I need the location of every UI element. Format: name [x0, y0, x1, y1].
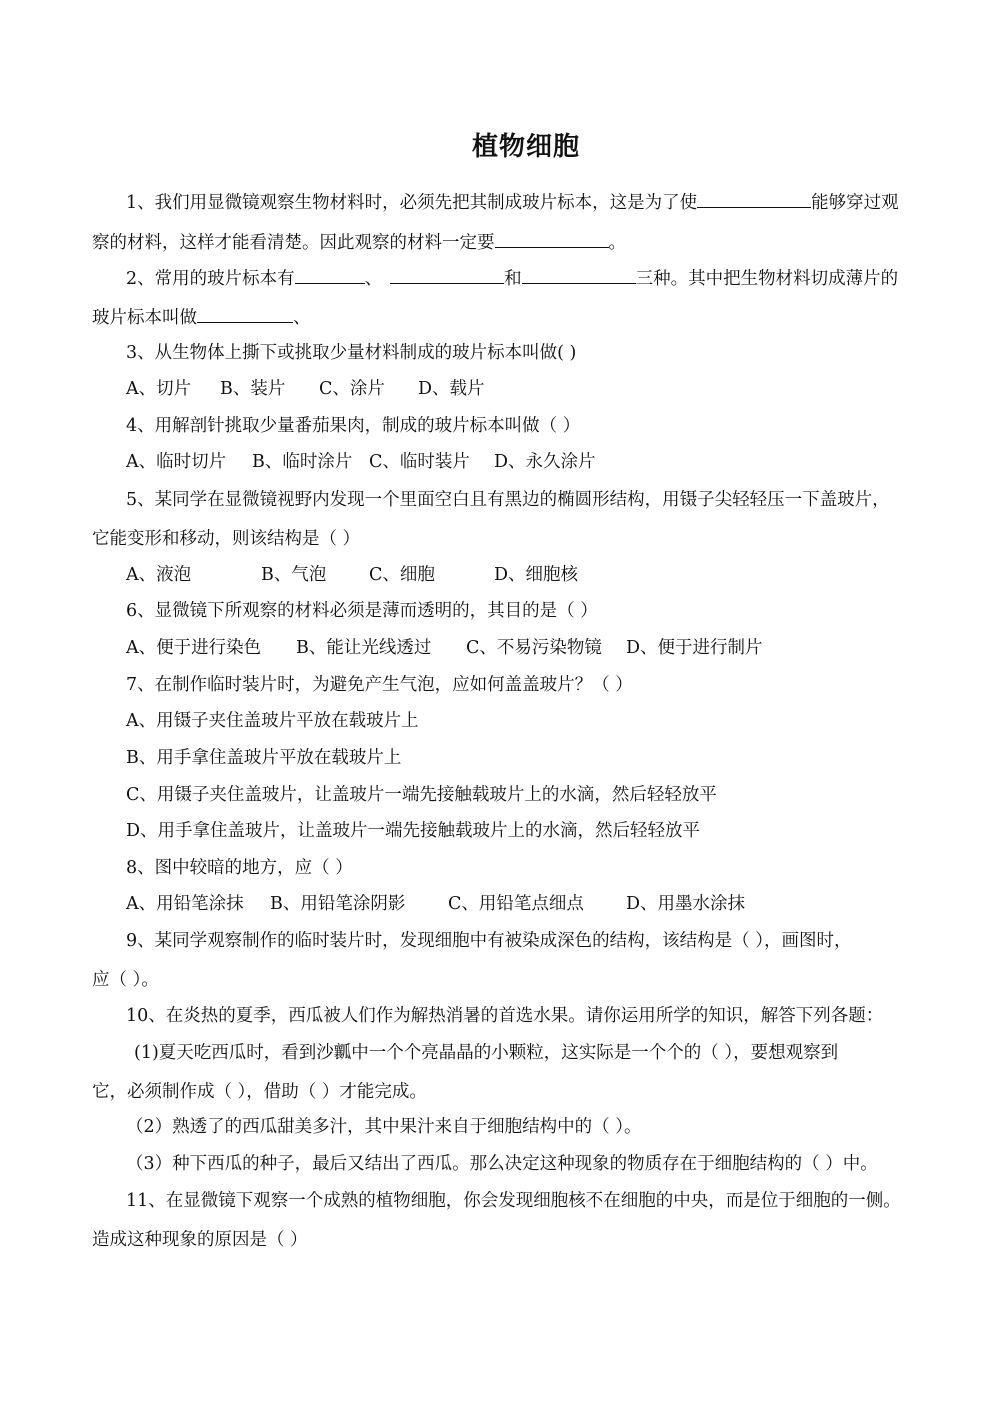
question-11-line-1: 11、在显微镜下观察一个成熟的植物细胞，你会发现细胞核不在细胞的中央，而是位于细胞的一侧。: [126, 1191, 901, 1211]
question-8-stem: 8、图中较暗的地方，应（ ）: [126, 858, 353, 878]
q3-option-c[interactable]: C、涂片: [319, 379, 385, 399]
q1-blank-2[interactable]: [495, 229, 609, 248]
q6-option-a[interactable]: A、便于进行染色: [126, 638, 262, 658]
q7-option-b[interactable]: B、用手拿住盖玻片平放在载玻片上: [126, 748, 402, 768]
question-10-part-1-line-2: 它，必须制作成（ ），借助（ ）才能完成。: [92, 1082, 427, 1102]
question-9-line-2: 应（ ）。: [92, 970, 159, 990]
question-1-line-2: [92, 229, 626, 255]
page-title: 植物细胞: [471, 132, 580, 162]
q2-text-e: 玻片标本叫做: [92, 308, 197, 328]
q1-text-b: 能够穿过观: [811, 193, 899, 213]
question-9-line-1: 9、某同学观察制作的临时装片时，发现细胞中有被染成深色的结构，该结构是（ ），画图时，: [126, 931, 852, 951]
q1-text-d: 。: [608, 233, 626, 253]
question-5-stem-1: 5、某同学在显微镜视野内发现一个里面空白且有黑边的椭圆形结构，用镊子尖轻轻压一下盖玻片，: [126, 490, 890, 510]
q1-blank-1[interactable]: [697, 189, 811, 208]
q4-option-b[interactable]: B、临时涂片: [252, 452, 353, 472]
question-10-part-2: （2）熟透了的西瓜甜美多汁，其中果汁来自于细胞结构中的（ ）。: [126, 1117, 642, 1137]
q2-blank-1[interactable]: [295, 265, 365, 284]
q4-option-a[interactable]: A、临时切片: [126, 452, 227, 472]
q5-option-c[interactable]: C、细胞: [369, 565, 435, 585]
q4-option-d[interactable]: D、永久涂片: [494, 452, 596, 472]
question-4-stem: 4、用解剖针挑取少量番茄果肉，制成的玻片标本叫做（ ）: [126, 416, 581, 436]
q2-text-d: 三种。其中把生物材料切成薄片的: [635, 269, 899, 289]
question-10-stem: 10、在炎热的夏季，西瓜被人们作为解热消暑的首选水果。请你运用所学的知识，解答下列各题：: [126, 1006, 884, 1026]
question-2-line-1: [126, 265, 898, 291]
question-3-stem: 3、从生物体上撕下或挑取少量材料制成的玻片标本叫做( ): [126, 343, 577, 363]
question-7-stem: 7、在制作临时装片时，为避免产生气泡，应如何盖盖玻片？（ ）: [126, 675, 633, 695]
q6-option-c[interactable]: C、不易污染物镜: [466, 638, 602, 658]
q1-text-a: 1、我们用显微镜观察生物材料时，必须先把其制成玻片标本，这是为了使: [126, 193, 698, 213]
q1-text-c: 察的材料，这样才能看清楚。因此观察的材料一定要: [92, 233, 495, 253]
q8-option-a[interactable]: A、用铅笔涂抹: [126, 894, 244, 914]
question-11-line-2: 造成这种现象的原因是（ ）: [92, 1230, 308, 1250]
question-10-part-1-line-1: (1)夏天吃西瓜时，看到沙瓤中一个个亮晶晶的小颗粒，这实际是一个个的（ ），要想观察到: [134, 1043, 839, 1063]
q2-text-a: 2、常用的玻片标本有: [126, 269, 295, 289]
q8-option-b[interactable]: B、用铅笔涂阴影: [270, 894, 406, 914]
question-5-stem-2: 它能变形和移动，则该结构是（ ）: [92, 529, 361, 549]
q2-text-f: 、: [293, 308, 311, 328]
q2-blank-3[interactable]: [522, 265, 636, 284]
q5-option-b[interactable]: B、气泡: [261, 565, 327, 585]
question-1-line-1: [126, 189, 899, 215]
q2-text-c: 和: [504, 269, 522, 289]
question-6-stem: 6、显微镜下所观察的材料必须是薄而透明的，其目的是（ ）: [126, 601, 598, 621]
q7-option-c[interactable]: C、用镊子夹住盖玻片，让盖玻片一端先接触载玻片上的水滴，然后轻轻放平: [126, 785, 717, 805]
q6-option-b[interactable]: B、能让光线透过: [296, 638, 432, 658]
q2-blank-2[interactable]: [390, 265, 504, 284]
q2-text-b: 、: [364, 269, 383, 289]
q3-option-d[interactable]: D、载片: [418, 379, 485, 399]
question-2-line-2: [92, 304, 311, 330]
q3-option-a[interactable]: A、切片: [126, 379, 192, 399]
q6-option-d[interactable]: D、便于进行制片: [626, 638, 763, 658]
q8-option-c[interactable]: C、用铅笔点细点: [448, 894, 584, 914]
q5-option-d[interactable]: D、细胞核: [494, 565, 579, 585]
q5-option-a[interactable]: A、液泡: [126, 565, 192, 585]
question-10-part-3: （3）种下西瓜的种子，最后又结出了西瓜。那么决定这种现象的物质存在于细胞结构的（ ）中。: [126, 1154, 878, 1174]
q7-option-d[interactable]: D、用手拿住盖玻片，让盖玻片一端先接触载玻片上的水滴，然后轻轻放平: [126, 821, 701, 841]
q3-option-b[interactable]: B、装片: [220, 379, 286, 399]
q8-option-d[interactable]: D、用墨水涂抹: [626, 894, 746, 914]
q2-blank-4[interactable]: [197, 304, 293, 323]
q7-option-a[interactable]: A、用镊子夹住盖玻片平放在载玻片上: [126, 711, 419, 731]
q4-option-c[interactable]: C、临时装片: [369, 452, 470, 472]
